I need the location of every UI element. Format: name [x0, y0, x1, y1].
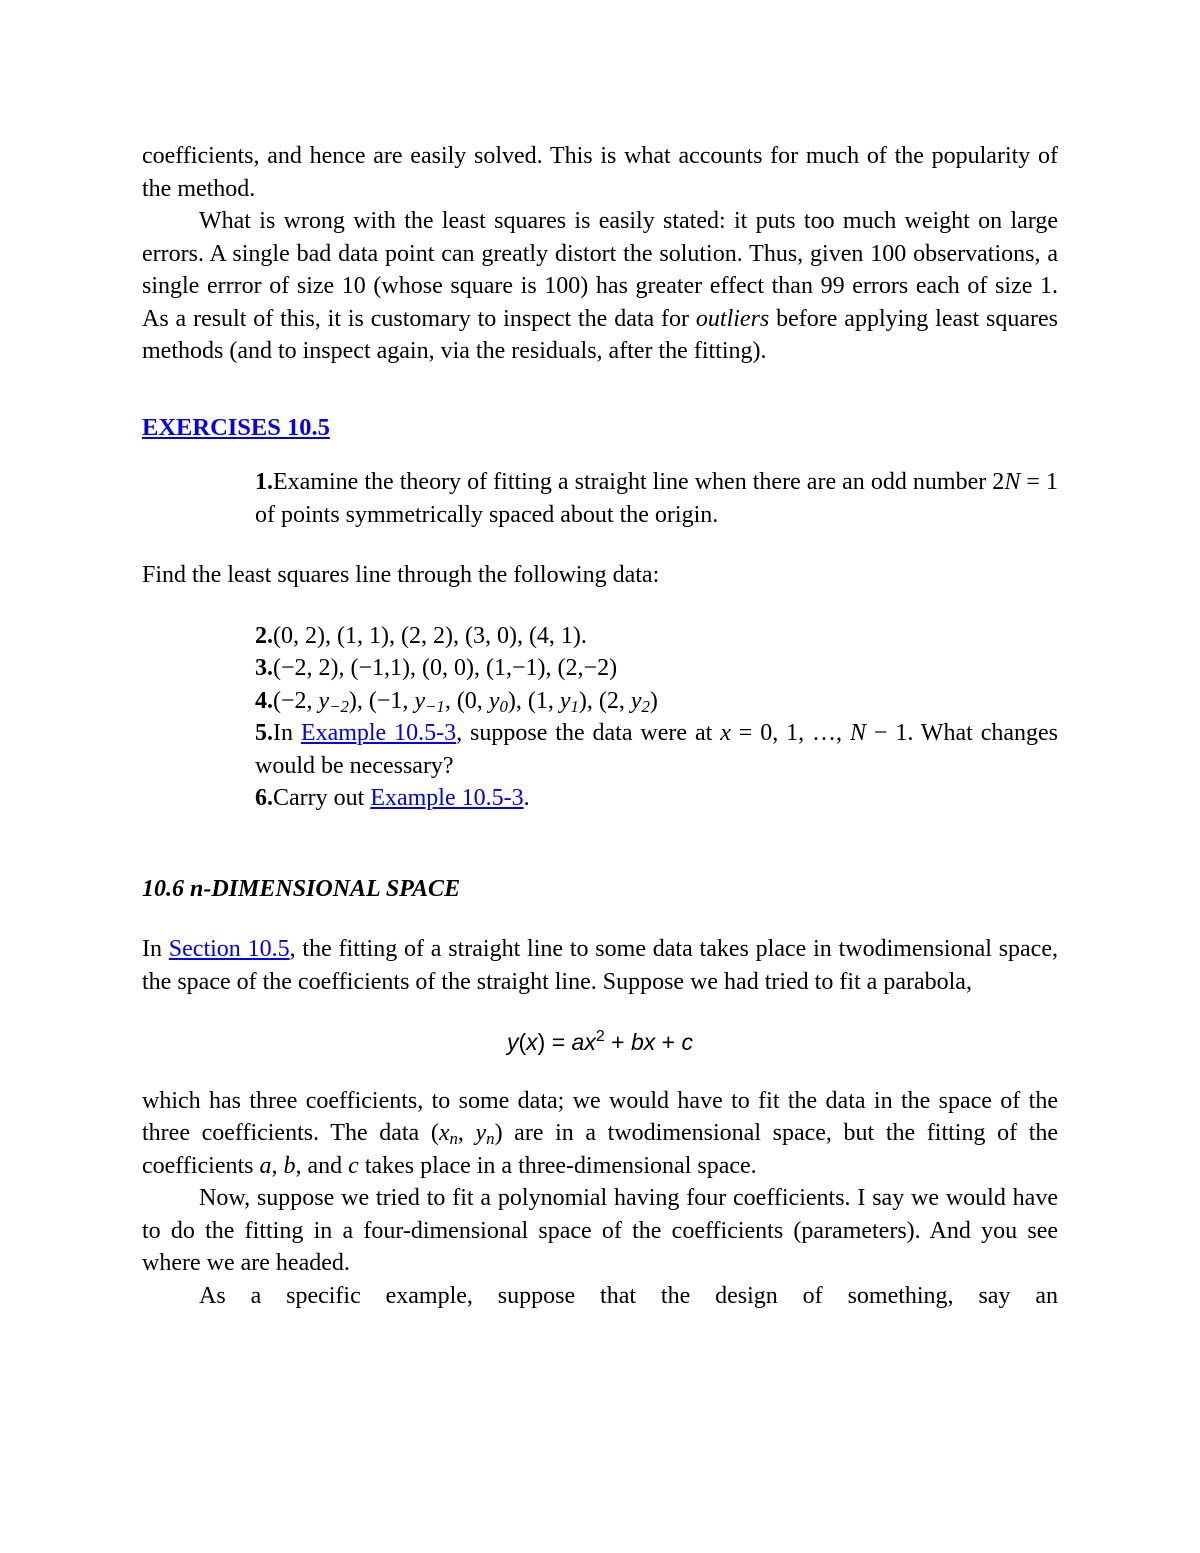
math-variable: y — [630, 687, 642, 714]
text-run: before applying least squares methods (and to inspect again, via the residuals, after the fitting). — [142, 305, 1058, 364]
math-variable: a — [259, 1152, 272, 1179]
text-run: , — [271, 1152, 284, 1179]
exercise-5 — [255, 717, 1058, 782]
text-run: In — [273, 720, 301, 746]
math-subscript: n — [449, 1129, 458, 1149]
math-variable: bx — [631, 1029, 656, 1055]
text-run: Find the least squares line through the following data: — [142, 562, 660, 588]
math-variable: b — [283, 1152, 296, 1179]
paragraph-specific-example — [142, 1280, 1058, 1313]
math-symbol: + — [655, 1029, 682, 1055]
paragraph-least-squares-flaw — [142, 205, 1058, 368]
exercise-number: 1. — [255, 469, 273, 495]
text-run: Examine the theory of fitting a straight line when there are an odd number 2 — [273, 469, 1005, 495]
math-variable: y — [318, 687, 330, 714]
text-run: ), (−1, — [348, 687, 415, 714]
text-run: , (0, — [444, 687, 489, 714]
math-variable: x — [526, 1029, 538, 1055]
math-subscript: 2 — [641, 696, 650, 716]
text-run: . — [523, 785, 530, 811]
exercise-number: 2. — [255, 622, 273, 649]
italic-term-outliers: outliers — [695, 305, 770, 332]
text-run: ) — [649, 687, 658, 714]
section-10-5-link[interactable]: Section 10.5 — [168, 936, 290, 962]
exercise-6 — [255, 782, 1058, 815]
math-variable: ax — [571, 1029, 596, 1055]
paragraph-three-coefficients — [142, 1085, 1058, 1183]
exercise-number: 6. — [255, 785, 273, 811]
example-10-5-3-link[interactable]: Example 10.5-3 — [370, 785, 524, 811]
text-run: (−2, 2), (−1,1), (0, 0), (1,−1), (2,−2) — [273, 655, 618, 681]
math-variable: c — [681, 1029, 694, 1055]
text-run: (−2, — [273, 687, 319, 714]
section-heading: 10.6 n-DIMENSIONAL SPACE — [142, 875, 461, 902]
math-exponent: 2 — [595, 1027, 605, 1046]
text-run: (0, 2), (1, 1), (2, 2), (3, 0), (4, 1). — [273, 622, 587, 649]
math-subscript: −2 — [329, 696, 349, 716]
exercise-3 — [255, 652, 1058, 685]
exercises-heading-link[interactable]: EXERCISES 10.5 — [142, 413, 330, 441]
paragraph-four-coefficients — [142, 1182, 1058, 1280]
exercise-2 — [255, 620, 1058, 653]
math-variable: x — [720, 720, 731, 746]
math-variable: x — [438, 1120, 450, 1146]
text-run: = 0, 1, …, — [730, 720, 850, 746]
exercise-number: 5. — [255, 720, 273, 746]
parabola-equation — [142, 1026, 1058, 1059]
paragraph-section-intro — [142, 933, 1058, 998]
text-run: In — [142, 936, 169, 962]
text-run: Now, suppose we tried to fit a polynomial having four coefficients. I say we would have to do the fitting in a four-dimensional space of the coefficients (parameters). And you see where we are headed. — [142, 1185, 1058, 1276]
text-run: ) are in a twodimensional space, but the fitting of the coefficients — [142, 1120, 1059, 1179]
math-variable: N — [1004, 469, 1021, 495]
text-run: What is wrong with the least squares is easily stated: it puts too much weight on large errors. A single bad data point can greatly distort the solution. Thus, given 100 observations, a single errror of size 10 (whose square is 100) has greater effect than 99 errors each of size 1. As a result of this, it is customary to inspect the data for — [142, 208, 1058, 332]
text-run: = 1 of points symmetrically spaced about the origin. — [255, 469, 1058, 528]
text-run: Carry out — [273, 785, 371, 811]
math-variable: c — [348, 1152, 359, 1179]
exercise-number: 4. — [255, 687, 273, 714]
math-symbol: ) = — [537, 1029, 572, 1055]
math-subscript: 1 — [570, 696, 579, 716]
exercise-4 — [255, 685, 1058, 718]
text-run: takes place in a three-dimensional space. — [358, 1152, 757, 1179]
math-variable: y — [559, 687, 571, 714]
text-run: , the fitting of a straight line to some data takes place in twodimensional space, the space of the coefficients of the straight line. Suppose we had tried to fit a parabola, — [142, 936, 1058, 995]
exercises-intro — [142, 559, 1058, 592]
paragraph-text: coefficients, and hence are easily solved. This is what accounts for much of the popularity of the method. — [142, 143, 1058, 202]
math-subscript: 0 — [499, 696, 508, 716]
math-subscript: n — [486, 1129, 495, 1149]
text-run: ), (2, — [578, 687, 631, 714]
exercise-1 — [255, 466, 1058, 531]
paragraph-popularity — [142, 140, 1058, 205]
math-variable: y — [414, 687, 426, 714]
example-10-5-3-link[interactable]: Example 10.5-3 — [300, 720, 457, 746]
exercise-number: 3. — [255, 655, 273, 681]
text-run: , — [457, 1120, 476, 1146]
math-variable: y — [475, 1120, 487, 1146]
text-run: which has three coefficients, to some data; we would have to fit the data in the space of the three coefficients. The data ( — [142, 1087, 1058, 1146]
math-symbol: ( — [518, 1029, 527, 1055]
text-run: ), (1, — [507, 687, 560, 714]
math-variable: N — [849, 720, 866, 746]
document-page — [142, 140, 1058, 1312]
text-run: As a specific example, suppose that the design of something, say an — [199, 1282, 1058, 1309]
math-subscript: −1 — [425, 696, 445, 716]
math-variable: y — [488, 687, 500, 714]
math-variable: y — [506, 1029, 519, 1055]
text-run: − 1. What changes would be necessary? — [255, 720, 1058, 779]
math-symbol: + — [604, 1029, 631, 1055]
text-run: , suppose the data were at — [456, 720, 721, 746]
text-run: , and — [295, 1152, 349, 1179]
